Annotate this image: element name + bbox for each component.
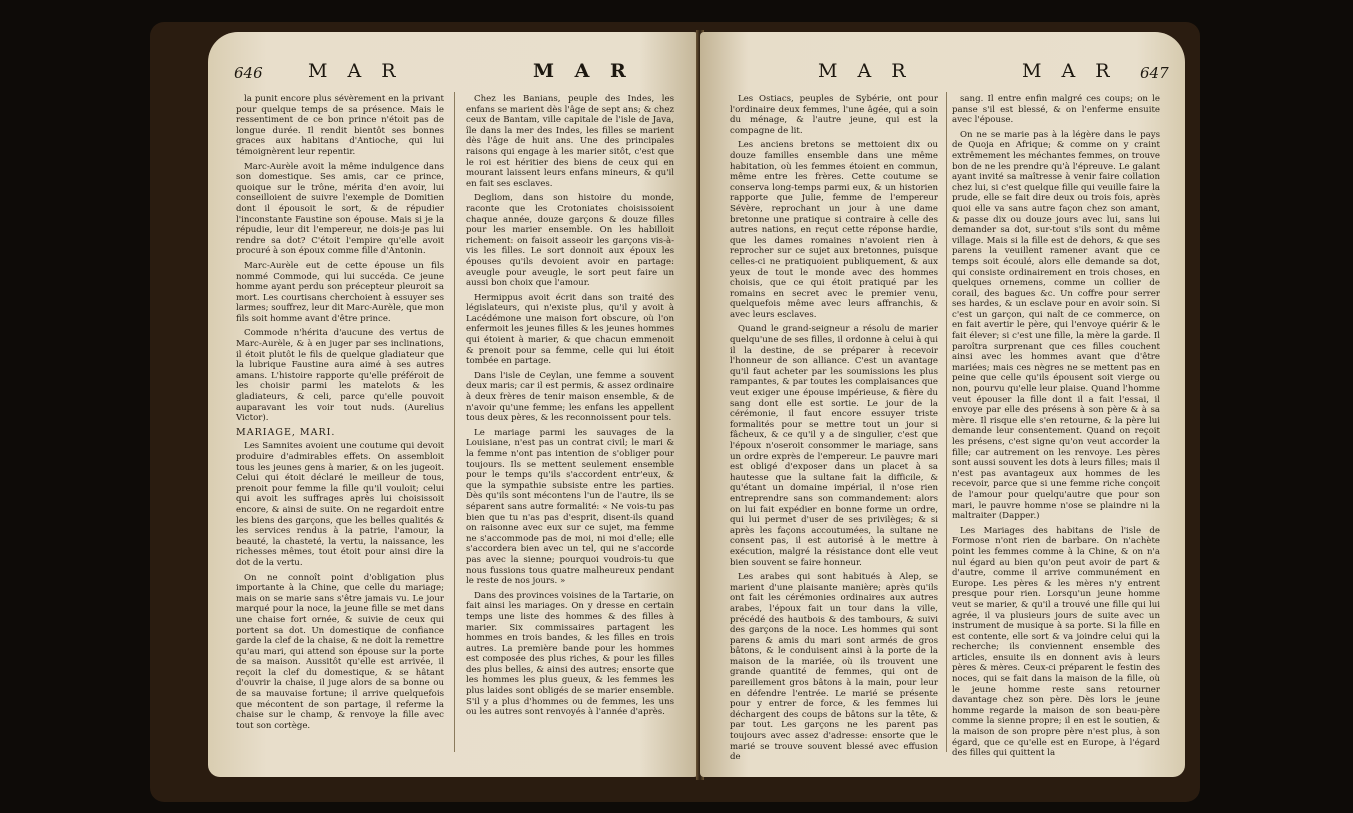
paragraph: Les anciens bretons se mettoient dix ou douze familles ensemble dans une même habitation, où les femmes étoient en commun, même entre les frères. Cette coutume se conserva long-temps parmi eux, & un historien rapporte que Julie, femme de l'empereur Sévère, reprochant un jour à une dame bretonne une pratique si contraire à celle des autres nations, en reçut cette réponse hardie, que les dames romaines n'avoient rien à reprocher sur ce sujet aux bretonnes, puisque celles-ci ne pratiquoient publiquement, & aux yeux de tout le monde avec des hommes choisis, que ce qui étoit pratiqué par les romains en secret avec le premier venu, quelquefois même avec leurs affranchis, & avec leurs esclaves. bbox=[730, 140, 938, 320]
paragraph: Dans des provinces voisines de la Tartarie, on fait ainsi les mariages. On y dresse en certain temps une liste des hommes & des filles à marier. Six commissaires partagent les hommes en trois bandes, & les filles en trois autres. La première bande pour les hommes est composée des plus riches, & pour les filles des plus belles, & ainsi des autres; ensorte que les hommes les plus gueux, & les femmes les plus laides sont obligés de se marier ensemble. S'il y a plus d'hommes ou de femmes, les uns ou les autres sont renvoyés à l'année d'après. bbox=[466, 590, 674, 718]
text-column bbox=[730, 94, 938, 767]
paragraph: Hermippus avoit écrit dans son traité des législateurs, qui n'existe plus, qu'il y avoit à Lacédémone une maison fort obscure, où l'on enfermoit les jeunes filles & les jeunes hommes qui étoient à marier, & que chacun emmenoit & prenoit pour sa femme, celle qui lui étoit tombée en partage. bbox=[466, 292, 674, 367]
running-head: M A R bbox=[533, 60, 633, 82]
text-column bbox=[466, 94, 674, 722]
right-page bbox=[700, 32, 1185, 777]
paragraph: sang. Il entre enfin malgré ces coups; on le panse s'il est blessé, & on l'enferme ensuite avec l'épouse. bbox=[952, 94, 1160, 126]
paragraph: Les Mariages des habitans de l'isle de Formose n'ont rien de barbare. On n'achète point les femmes comme à la Chine, & on n'a nul égard au bien qu'on peut avoir de part & d'autre, comme il arrive communément en Europe. Les pères & les mères n'y entrent presque pour rien. Lorsqu'un jeune homme veut se marier, & qu'il a trouvé une fille qui lui agrée, il va plusieurs jours de suite avec un instrument de musique à sa porte. Si la fille en est contente, elle sort & va joindre celui qui la recherche; ils conviennent ensemble des articles, ensuite ils en donnent avis à leurs pères & mères. Ceux-ci préparent le festin des noces, qui se fait dans la maison de la fille, où le jeune homme reste sans retourner davantage chez son père. Dès lors le jeune homme regarde la maison de son beau-père comme la sienne propre; il en est le soutien, & la maison de son propre père n'est plus, à son égard, que ce qu'elle est en Europe, à l'égard des filles qui quittent la bbox=[952, 525, 1160, 759]
running-head: M A R bbox=[1022, 60, 1117, 82]
running-head: M A R bbox=[308, 60, 403, 82]
paragraph: On ne se marie pas à la légère dans le pays de Quoja en Afrique; & comme on y craint extrêmement les méchantes femmes, on trouve bon de ne les prendre qu'à l'épreuve. Le galant ayant invité sa maîtresse à venir faire collation chez lui, si c'est quelque fille qui veuille faire la prude, elle se fait dire deux ou trois fois, après quoi elle va sans autre façon chez son amant, & passe dix ou douze jours avec lui, sans lui demander sa dot, sur-tout s'ils sont du même village. Mais si la fille est de dehors, & que ses parens la veuillent ramener avant que ce temps soit écoulé, alors elle demande sa dot, qui consiste ordinairement en trois choses, en quelques ornemens, comme un collier de corail, des bagues &c. Un coffre pour serrer ses hardes, & un esclave pour en avoir soin. Si c'est un garçon, qui naît de ce commerce, on en fait avertir le père, qui l'envoye quérir & le fait élever; si c'est une fille, la mère la garde. Il paroîtra surprenant que ces filles couchent ainsi avec les hommes avant que d'être mariées; mais ces nègres ne se mettent pas en peine que celle qu'ils épousent soit vierge ou non, pourvu qu'elle leur plaise. Quand l'homme veut épouser la fille dont il a fait l'essai, il envoye par elle des présens à son père & à sa mère. Il risque elle s'en retourne, & la père lui demande leur consentement. Quand on reçoit les présens, c'est signe qu'on veut accorder la fille; car autrement on les renvoye. Les pères sont aussi souvent les dots à leurs filles; mais il n'est pas avantageux aux hommes de les recevoir, parce que si une femme riche conçoit de l'amour pour quelqu'autre que pour son mari, le pauvre homme n'ose se plaindre ni la maltraiter (Dapper.) bbox=[952, 129, 1160, 522]
paragraph: Commode n'hérita d'aucune des vertus de Marc-Aurèle, & à en juger par ses inclinations, il étoit plutôt le fils de quelque gladiateur que la lubrique Faustine aura aimé à ses autres amans. L'histoire rapporte qu'elle préféroit de les choisir parmi les matelots & les gladiateurs, & celi, parce qu'elle pouvoit auparavant les voir tout nuds. (Aurelius Victor). bbox=[236, 328, 444, 424]
text-column bbox=[952, 94, 1160, 763]
paragraph: Dans l'isle de Ceylan, une femme a souvent deux maris; car il est permis, & assez ordinaire à deux frères de tenir maison ensemble, & de n'avoir qu'une femme; les enfans les appellent tous deux pères, & les reconnoissent pour tels. bbox=[466, 370, 674, 424]
page-number: 646 bbox=[234, 64, 263, 82]
paragraph: Quand le grand-seigneur a résolu de marier quelqu'une de ses filles, il ordonne à celui à qui il la destine, de se préparer à recevoir l'honneur de son alliance. C'est un avantage qu'il faut acheter par les soumissions les plus rampantes, & par toutes les complaisances que veut exiger une épouse impérieuse, & fière du sang dont elle est sortie. Le jour de la cérémonie, il faut encore essuyer triste formalités pour se mettre tout un jour si fâcheux, & ce qu'il y a de singulier, c'est que l'époux n'oseroit consommer le mariage, sans un ordre exprès de l'empereur. Le pauvre mari est obligé d'exposer dans un placet à sa hautesse que la sultane fait la difficile, & qu'étant un domaine impérial, il n'ose rien entreprendre sans son commandement: alors on lui fait expédier en bonne forme un ordre, qui lui permet d'user de ses privilèges; & si après les façons accoutumées, la sultane ne consent pas, il est autorisé à le mettre à exécution, malgré la résistance dont elle veut bien souvent se faire honneur. bbox=[730, 324, 938, 568]
paragraph: Les Samnites avoient une coutume qui devoit produire d'admirables effets. On assembloit tous les jeunes gens à marier, & on les jugeoit. Celui qui étoit déclaré le meilleur de tous, prenoit pour femme la fille qu'il vouloit; celui qui avoit les suffrages après lui choisissoit encore, & ainsi de suite. On ne regardoit entre les biens des garçons, que les belles qualités & les services rendus à la patrie, l'amour, la beauté, la chasteté, la vertu, la naissance, les richesses mêmes, tout étoit pour ainsi dire la dot de la vertu. bbox=[236, 441, 444, 568]
left-page bbox=[208, 32, 698, 777]
paragraph: On ne connoît point d'obligation plus importante à la Chine, que celle du mariage; mais on se marie sans s'être jamais vu. Le jour marqué pour la noce, la jeune fille se met dans une chaise fort ornée, & suivie de ceux qui portent sa dot. Un domestique de confiance garde la clef de la chaise, & ne doit la remettre qu'au mari, qui attend son épouse sur la porte de sa maison. Aussitôt qu'elle est arrivée, il reçoit la clef du domestique, & se hâtant d'ouvrir la chaise, il juge alors de sa bonne ou de sa mauvaise fortune; il arrive quelquefois que mécontent de son partage, il referme la chaise sur le champ, & renvoye la fille avec tout son cortège. bbox=[236, 572, 444, 731]
paragraph: Les Ostiacs, peuples de Sybérie, ont pour l'ordinaire deux femmes, l'une âgée, qui a soin du ménage, & l'autre jeune, qui est la compagne de lit. bbox=[730, 94, 938, 136]
paragraph: la punit encore plus sévèrement en la privant pour quelque temps de sa présence. Mais le ressentiment de ce bon prince n'étoit pas de longue durée. Il rendit bientôt ses bonnes graces aux habitans d'Antioche, qui lui témoignèrent leur repentir. bbox=[236, 94, 444, 157]
paragraph: Marc-Aurèle eut de cette épouse un fils nommé Commode, qui lui succéda. Ce jeune homme ayant perdu son précepteur pleuroit sa mort. Les courtisans cherchoient à essuyer ses larmes; souffrez, leur dit Marc-Aurèle, que mon fils soit homme avant d'être prince. bbox=[236, 260, 444, 324]
text-column bbox=[236, 94, 444, 735]
page-number: 647 bbox=[1140, 64, 1169, 82]
paragraph: Chez les Banians, peuple des Indes, les enfans se marient dès l'âge de sept ans; & chez ceux de Bantam, ville capitale de l'isle de Java, île dans la mer des Indes, les filles se marient dès l'âge de huit ans. Une des principales raisons qui engage à les marier sitôt, c'est que le roi est héritier des biens de ceux qui en mourant laissent leurs enfans mineurs, & qu'il en fait ses esclaves. bbox=[466, 94, 674, 189]
paragraph: Degliom, dans son histoire du monde, raconte que les Crotoniates choisissoient chaque année, douze garçons & douze filles pour les marier ensemble. On les habilloit richement: on faisoit asseoir les garçons vis-à-vis les filles. Le sort donnoit aux époux les épouses qu'ils devoient avoir en partage: aveugle pour aveugle, le sort peut faire un aussi bon choix que l'amour. bbox=[466, 193, 674, 289]
paragraph: Marc-Aurèle avoit la même indulgence dans son domestique. Ses amis, car ce prince, quoique sur le trône, mérita d'en avoir, lui conseilloient de suivre l'exemple de Domitien dont il épousoit le sort, & de répudier l'inconstante Faustine son épouse. Mais si je la répudie, leur dit l'empereur, ne dois-je pas lui rendre sa dot? C'étoit l'empire qu'elle avoit procuré à son époux comme fille d'Antonin. bbox=[236, 161, 444, 257]
paragraph: Les arabes qui sont habitués à Alep, se marient d'une plaisante manière; après qu'ils ont fait les cérémonies ordinaires aux autres arabes, l'époux fait un tour dans la ville, précédé des hautbois & des tambours, & suivi des garçons de la noce. Les hommes qui sont parens & amis du mari sont armés de gros bâtons, & le conduisent ainsi à la porte de la maison de la mariée, où ils trouvent une grande quantité de femmes, qui ont de pareillement gros bâtons à la main, pour leur en défendre l'entrée. Le marié se présente pour y entrer de force, & les femmes lui déchargent des coups de bâtons sur la tête, & par tout. Les garçons ne les parent pas toujours avec assez d'adresse: ensorte que le marié se trouve souvent blessé avec effusion de bbox=[730, 572, 938, 763]
paragraph: Le mariage parmi les sauvages de la Louisiane, n'est pas un contrat civil; le mari & la femme n'ont pas intention de s'obliger pour toujours. Ils se mettent seulement ensemble pour le temps qu'ils s'accordent entr'eux, & que la sympathie subsiste entre les parties. Dès qu'ils sont mécontens l'un de l'autre, ils se séparent sans autre formalité: « Ne vois-tu pas bien que tu n'as pas d'esprit, disent-ils quand on raisonne avec eux sur ce sujet, ma femme ne s'accommode pas de moi, ni moi d'elle; elle s'accordera bien avec un tel, qui ne s'accorde pas avec la sienne; pourquoi voudrois-tu que nous fussions tous quatre malheureux pendant le reste de nos jours. » bbox=[466, 427, 674, 587]
section-heading: MARIAGE, MARI. bbox=[236, 426, 336, 438]
column-rule bbox=[454, 92, 455, 752]
column-rule bbox=[946, 92, 947, 752]
running-head: M A R bbox=[818, 60, 913, 82]
